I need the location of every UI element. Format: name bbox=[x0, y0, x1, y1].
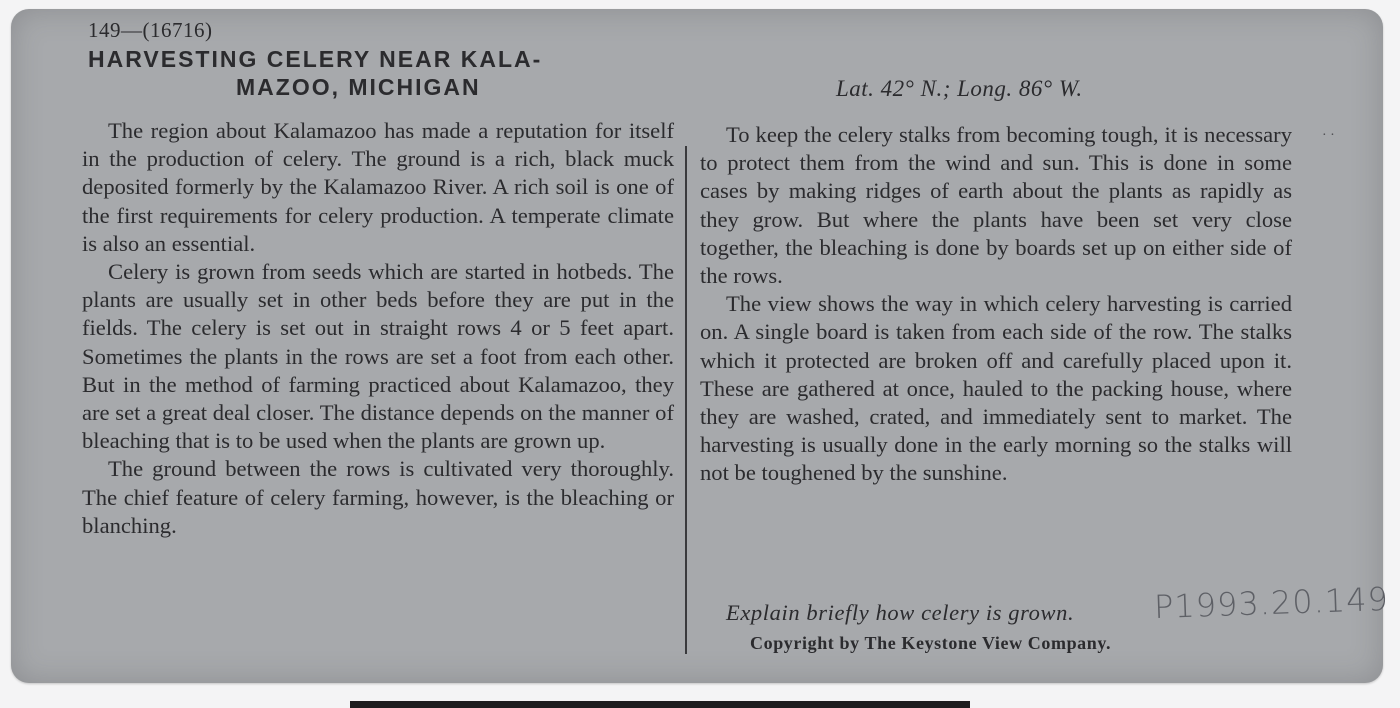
copyright-notice: Copyright by The Keystone View Company. bbox=[750, 633, 1112, 653]
catalog-number: 149—(16716) bbox=[88, 18, 213, 42]
study-question: Explain briefly how celery is grown. bbox=[726, 600, 1075, 625]
left-text-column bbox=[82, 117, 674, 540]
accession-number-handwritten: P1993.20.149 bbox=[1153, 579, 1390, 627]
paragraph: The view shows the way in which celery harvesting is carried on. A single board is taken from each side of the row. The stalks which it protected are broken off and carefully placed upon it. These are gathered at once, hauled to the packing house, where they are washed, crated, and immediately sent to market. The harvesting is usually done in the early morning so the stalks will not be toughened by the sunshine. bbox=[700, 291, 1292, 486]
coordinates: Lat. 42° N.; Long. 86° W. bbox=[836, 76, 1083, 101]
paragraph: The region about Kalamazoo has made a reputation for itself in the production of celery. The ground is a rich, black muck deposited formerly by the Kalamazoo River. A rich soil is one of the first requirements for celery production. A temperate climate is also an essential. bbox=[82, 118, 674, 256]
right-text-column bbox=[700, 121, 1292, 488]
card-title-line-2: MAZOO, MICHIGAN bbox=[236, 74, 481, 100]
paragraph: The ground between the rows is cultivated very thoroughly. The chief feature of celery farming, however, is the bleaching or blanching. bbox=[82, 456, 674, 538]
paragraph: Celery is grown from seeds which are started in hotbeds. The plants are usually set in other beds before they are put in the fields. The celery is set out in straight rows 4 or 5 feet apart. Sometimes the plants in the rows are set a foot from each other. But in the method of farming practiced about Kalamazoo, they are set a great deal closer. The distance depends on the manner of bleaching that is to be used when the plants are grown up. bbox=[82, 259, 674, 454]
paragraph: To keep the celery stalks from becoming tough, it is necessary to protect them from the wind and sun. This is done in some cases by making ridges of earth about the plants as rapidly as they grow. But where the plants have been set very close together, the bleaching is done by boards set up on either side of the rows. bbox=[700, 122, 1292, 289]
column-divider bbox=[685, 146, 687, 654]
card-title-line-1: HARVESTING CELERY NEAR KALA- bbox=[88, 46, 543, 72]
print-mark: · · bbox=[1322, 128, 1335, 143]
card-edge-shadow bbox=[350, 701, 970, 708]
